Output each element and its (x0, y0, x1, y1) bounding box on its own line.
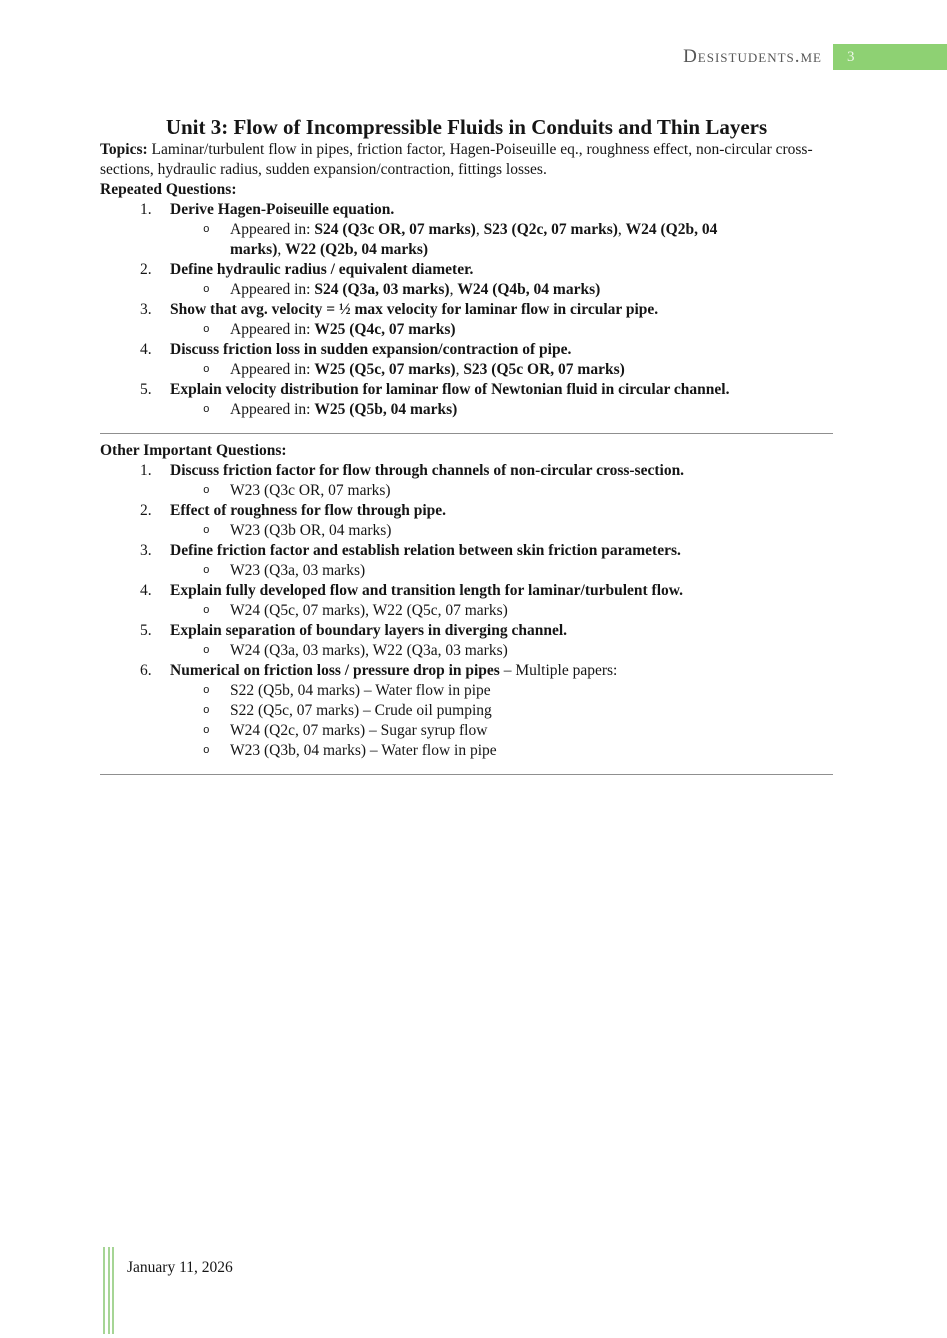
text-segment-bold: W25 (Q4c, 07 marks) (314, 321, 456, 338)
text-segment: W23 (Q3c OR, 07 marks) (230, 482, 391, 499)
page-number-badge: 3 (833, 44, 947, 70)
question-text (170, 301, 658, 318)
question-item (100, 581, 833, 601)
sub-bullet-marker: o (203, 565, 210, 577)
appearance-text (230, 681, 491, 701)
topics-paragraph (100, 140, 833, 180)
text-segment-bold: S24 (Q3c OR, 07 marks) (314, 221, 476, 238)
appearance-item (100, 280, 833, 300)
question-item (100, 461, 833, 481)
text-segment: W24 (Q3a, 03 marks), W22 (Q3a, 03 marks) (230, 642, 508, 659)
appearance-text (230, 721, 487, 741)
section-divider (100, 774, 833, 775)
sub-bullet-marker: o (203, 525, 210, 537)
text-segment-bold: Explain velocity distribution for laminar flow of Newtonian fluid in circular channel. (170, 381, 730, 398)
appearance-item (100, 400, 833, 420)
footer-line (103, 1247, 105, 1334)
text-segment-bold: W25 (Q5b, 04 marks) (314, 401, 458, 418)
sub-bullet-marker: o (203, 685, 210, 697)
section-heading: Other Important Questions: (100, 442, 287, 459)
text-segment: , (449, 281, 458, 298)
footer-date: January 11, 2026 (127, 1259, 233, 1276)
question-text (170, 381, 729, 398)
appearance-text (230, 360, 625, 380)
question-number: 5. (140, 381, 152, 398)
sub-bullet-marker: o (203, 404, 210, 416)
sub-bullet-marker: o (203, 324, 210, 336)
question-text (170, 502, 446, 519)
appearance-item (100, 220, 833, 260)
footer-line (108, 1247, 110, 1334)
question-item (100, 501, 833, 521)
appearance-item (100, 521, 833, 541)
text-segment-bold: Define friction factor and establish relation between skin friction parameters. (170, 542, 681, 559)
question-item (100, 621, 833, 641)
appearance-text (230, 400, 457, 420)
text-segment-bold: Numerical on friction loss / pressure drop in pipes (170, 662, 500, 679)
text-segment: Appeared in: (230, 281, 315, 298)
question-item (100, 380, 833, 400)
appearance-item (100, 561, 833, 581)
question-text (170, 582, 683, 599)
appearance-item (100, 481, 833, 501)
footer-decoration-lines (103, 1247, 114, 1334)
text-segment: W24 (Q5c, 07 marks), W22 (Q5c, 07 marks) (230, 602, 508, 619)
text-segment-bold: Show that avg. velocity = ½ max velocity for laminar flow in circular pipe. (170, 301, 659, 318)
footer-line (112, 1247, 114, 1334)
question-item (100, 541, 833, 561)
question-number: 3. (140, 301, 152, 318)
appearance-item (100, 320, 833, 340)
appearance-item (100, 360, 833, 380)
header-site-name: Desistudents.me (683, 46, 822, 67)
text-segment: W23 (Q3a, 03 marks) (230, 562, 366, 579)
question-item (100, 260, 833, 280)
appearance-text (230, 521, 391, 541)
document-content (100, 114, 833, 782)
appearance-item (100, 741, 833, 761)
question-text (170, 201, 394, 218)
appearance-item (100, 681, 833, 701)
text-segment-bold: S23 (Q5c OR, 07 marks) (463, 361, 625, 378)
appearance-text (230, 481, 391, 501)
question-sections (100, 180, 833, 775)
section-heading: Repeated Questions: (100, 181, 237, 198)
question-number: 6. (140, 662, 152, 679)
question-text (170, 341, 571, 358)
question-item (100, 200, 833, 220)
question-item (100, 340, 833, 360)
appearance-text (230, 701, 492, 721)
sub-bullet-marker: o (203, 485, 210, 497)
question-text (170, 662, 617, 679)
text-segment: , (475, 221, 484, 238)
text-segment: S22 (Q5c, 07 marks) – Crude oil pumping (230, 702, 492, 719)
question-number: 2. (140, 261, 152, 278)
appearance-item (100, 721, 833, 741)
text-segment: W23 (Q3b OR, 04 marks) (230, 522, 392, 539)
question-number: 5. (140, 622, 152, 639)
text-segment: – Multiple papers: (499, 662, 618, 679)
page-header (0, 44, 947, 70)
text-segment-bold: Explain separation of boundary layers in diverging channel. (170, 622, 568, 639)
text-segment-bold: Effect of roughness for flow through pipe. (170, 502, 446, 519)
appearance-text (230, 561, 365, 581)
appearance-item (100, 641, 833, 661)
appearance-text (230, 320, 456, 340)
topics-text: Laminar/turbulent flow in pipes, friction factor, Hagen-Poiseuille eq., roughness effect, non-circular cross-sections, hydraulic radius, sudden expansion/contraction, fittings losses. (100, 141, 813, 178)
page-title: Unit 3: Flow of Incompressible Fluids in Conduits and Thin Layers (165, 115, 768, 139)
appearance-text (230, 280, 600, 300)
question-item (100, 300, 833, 320)
text-segment-bold: Discuss friction loss in sudden expansion/contraction of pipe. (170, 341, 572, 358)
appearance-text (230, 601, 508, 621)
text-segment: Appeared in: (230, 361, 315, 378)
text-segment-bold: Explain fully developed flow and transition length for laminar/turbulent flow. (170, 582, 683, 599)
text-segment: S22 (Q5b, 04 marks) – Water flow in pipe (230, 682, 491, 699)
appearance-text (230, 641, 508, 661)
sub-bullet-marker: o (203, 645, 210, 657)
sub-bullet-marker: o (203, 284, 210, 296)
question-number: 4. (140, 341, 152, 358)
question-text (170, 462, 684, 479)
question-text (170, 261, 473, 278)
question-number: 2. (140, 502, 152, 519)
text-segment: Appeared in: (230, 321, 315, 338)
text-segment: Appeared in: (230, 221, 315, 238)
appearance-text (230, 741, 497, 761)
sub-bullet-marker: o (203, 745, 210, 757)
sub-bullet-marker: o (203, 224, 210, 236)
text-segment-bold: Define hydraulic radius / equivalent diameter. (170, 261, 474, 278)
text-segment: , (455, 361, 464, 378)
text-segment-bold: W24 (Q2b, 04 marks) (230, 221, 718, 258)
question-number: 4. (140, 582, 152, 599)
text-segment-bold: S24 (Q3a, 03 marks) (314, 281, 450, 298)
text-segment: W24 (Q2c, 07 marks) – Sugar syrup flow (230, 722, 488, 739)
text-segment-bold: S23 (Q2c, 07 marks) (483, 221, 618, 238)
text-segment-bold: W25 (Q5c, 07 marks) (314, 361, 456, 378)
appearance-item (100, 701, 833, 721)
sub-bullet-marker: o (203, 705, 210, 717)
question-text (170, 622, 567, 639)
sub-bullet-marker: o (203, 364, 210, 376)
question-item (100, 661, 833, 681)
text-segment: W23 (Q3b, 04 marks) – Water flow in pipe (230, 742, 497, 759)
question-number: 1. (140, 201, 152, 218)
text-segment-bold: Derive Hagen-Poiseuille equation. (170, 201, 395, 218)
text-segment: , (277, 241, 286, 258)
sub-bullet-marker: o (203, 725, 210, 737)
question-number: 3. (140, 542, 152, 559)
sub-bullet-marker: o (203, 605, 210, 617)
question-text (170, 542, 681, 559)
text-segment-bold: W22 (Q2b, 04 marks) (285, 241, 429, 258)
text-segment: Appeared in: (230, 401, 315, 418)
appearance-item (100, 601, 833, 621)
topics-label: Topics: (100, 141, 148, 158)
text-segment: , (617, 221, 626, 238)
question-number: 1. (140, 462, 152, 479)
appearance-text (230, 220, 735, 260)
section-divider (100, 433, 833, 434)
text-segment-bold: Discuss friction factor for flow through channels of non-circular cross-section. (170, 462, 685, 479)
text-segment-bold: W24 (Q4b, 04 marks) (457, 281, 601, 298)
